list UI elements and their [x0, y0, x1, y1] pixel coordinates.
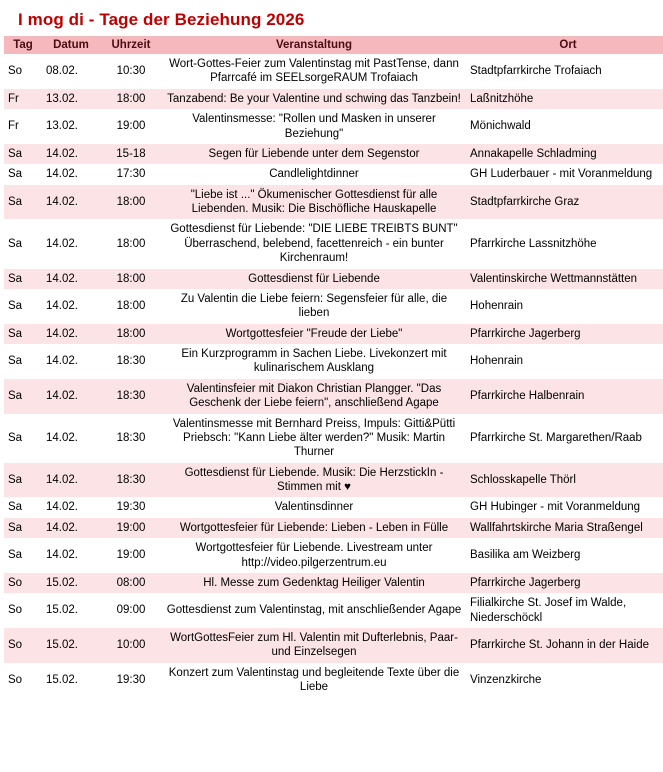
table-row [4, 463, 663, 498]
cell-datum: 13.02. [42, 89, 100, 109]
cell-ort: Pfarrkirche Lassnitzhöhe [466, 219, 663, 268]
cell-ort: Stadtpfarrkirche Graz [466, 185, 663, 220]
cell-ort: GH Hubinger - mit Voranmeldung [466, 497, 663, 517]
cell-ort: Laßnitzhöhe [466, 89, 663, 109]
cell-uhrzeit: 18:00 [100, 324, 162, 344]
cell-ort: Pfarrkirche Halbenrain [466, 379, 663, 414]
cell-veranstaltung: Valentinsmesse mit Bernhard Preiss, Impuls: Gitti&Pütti Priebsch: "Kann Liebe älter werden?" Musik: Martin Thurner [162, 414, 466, 463]
cell-ort: Vinzenzkirche [466, 663, 663, 698]
cell-ort: Pfarrkirche Jagerberg [466, 324, 663, 344]
cell-tag: So [4, 573, 42, 593]
cell-datum: 15.02. [42, 573, 100, 593]
table-row [4, 538, 663, 573]
cell-tag: Sa [4, 269, 42, 289]
cell-ort: Mönichwald [466, 109, 663, 144]
cell-tag: So [4, 628, 42, 663]
cell-tag: Sa [4, 344, 42, 379]
cell-veranstaltung: Gottesdienst für Liebende. Musik: Die HerzstickIn - Stimmen mit ♥ [162, 463, 466, 498]
cell-veranstaltung: Konzert zum Valentinstag und begleitende Texte über die Liebe [162, 663, 466, 698]
cell-datum: 14.02. [42, 497, 100, 517]
cell-tag: Sa [4, 324, 42, 344]
table-row [4, 185, 663, 220]
table-header [4, 36, 663, 54]
cell-uhrzeit: 18:30 [100, 414, 162, 463]
cell-ort: Pfarrkirche St. Johann in der Haide [466, 628, 663, 663]
cell-datum: 14.02. [42, 379, 100, 414]
cell-uhrzeit: 08:00 [100, 573, 162, 593]
cell-ort: Stadtpfarrkirche Trofaiach [466, 54, 663, 89]
cell-veranstaltung: Hl. Messe zum Gedenktag Heiliger Valentin [162, 573, 466, 593]
cell-veranstaltung: Valentinsfeier mit Diakon Christian Plangger. "Das Geschenk der Liebe feiern", anschließend Agape [162, 379, 466, 414]
cell-datum: 14.02. [42, 185, 100, 220]
page-title: I mog di - Tage der Beziehung 2026 [18, 10, 305, 29]
cell-uhrzeit: 18:30 [100, 344, 162, 379]
cell-ort: GH Luderbauer - mit Voranmeldung [466, 164, 663, 184]
cell-uhrzeit: 17:30 [100, 164, 162, 184]
cell-uhrzeit: 19:30 [100, 663, 162, 698]
cell-datum: 14.02. [42, 538, 100, 573]
table-row [4, 219, 663, 268]
cell-uhrzeit: 18:00 [100, 185, 162, 220]
cell-veranstaltung: "Liebe ist ..." Ökumenischer Gottesdienst für alle Liebenden. Musik: Die Bischöfliche Hauskapelle [162, 185, 466, 220]
cell-veranstaltung: Gottesdienst für Liebende: "DIE LIEBE TREIBTS BUNT" Überraschend, belebend, facettenreich - ein bunter Kirchenraum! [162, 219, 466, 268]
cell-tag: So [4, 593, 42, 628]
cell-ort: Hohenrain [466, 344, 663, 379]
cell-veranstaltung: Gottesdienst zum Valentinstag, mit anschließender Agape [162, 593, 466, 628]
cell-datum: 14.02. [42, 324, 100, 344]
cell-uhrzeit: 18:00 [100, 269, 162, 289]
table-row [4, 414, 663, 463]
cell-ort: Valentinskirche Wettmannstätten [466, 269, 663, 289]
table-row [4, 518, 663, 538]
table-row [4, 663, 663, 698]
cell-tag: Sa [4, 518, 42, 538]
cell-tag: Fr [4, 109, 42, 144]
cell-datum: 14.02. [42, 269, 100, 289]
column-header-datum: Datum [42, 36, 100, 54]
table-row [4, 344, 663, 379]
cell-uhrzeit: 18:00 [100, 89, 162, 109]
cell-ort: Pfarrkirche St. Margarethen/Raab [466, 414, 663, 463]
schedule-table [4, 36, 663, 698]
cell-datum: 15.02. [42, 663, 100, 698]
cell-datum: 14.02. [42, 289, 100, 324]
table-body [4, 54, 663, 698]
cell-veranstaltung: Wortgottesfeier "Freude der Liebe" [162, 324, 466, 344]
cell-tag: Sa [4, 219, 42, 268]
table-row [4, 164, 663, 184]
cell-datum: 14.02. [42, 144, 100, 164]
cell-veranstaltung: Ein Kurzprogramm in Sachen Liebe. Livekonzert mit kulinarischem Ausklang [162, 344, 466, 379]
cell-tag: Sa [4, 144, 42, 164]
cell-ort: Annakapelle Schladming [466, 144, 663, 164]
cell-ort: Hohenrain [466, 289, 663, 324]
cell-veranstaltung: WortGottesFeier zum Hl. Valentin mit Dufterlebnis, Paar- und Einzelsegen [162, 628, 466, 663]
table-row [4, 324, 663, 344]
cell-ort: Pfarrkirche Jagerberg [466, 573, 663, 593]
table-row [4, 593, 663, 628]
cell-uhrzeit: 19:00 [100, 518, 162, 538]
cell-uhrzeit: 15-18 [100, 144, 162, 164]
cell-uhrzeit: 18:00 [100, 219, 162, 268]
cell-tag: Sa [4, 463, 42, 498]
column-header-ort: Ort [466, 36, 663, 54]
cell-tag: Sa [4, 185, 42, 220]
cell-uhrzeit: 19:00 [100, 538, 162, 573]
cell-ort: Filialkirche St. Josef im Walde, Niederschöckl [466, 593, 663, 628]
cell-datum: 15.02. [42, 628, 100, 663]
cell-veranstaltung: Wortgottesfeier für Liebende. Livestream unter http://video.pilgerzentrum.eu [162, 538, 466, 573]
cell-veranstaltung: Valentinsmesse: "Rollen und Masken in unserer Beziehung" [162, 109, 466, 144]
cell-datum: 14.02. [42, 414, 100, 463]
table-row [4, 144, 663, 164]
cell-uhrzeit: 18:30 [100, 379, 162, 414]
cell-veranstaltung: Valentinsdinner [162, 497, 466, 517]
cell-tag: Sa [4, 414, 42, 463]
cell-tag: Fr [4, 89, 42, 109]
cell-tag: Sa [4, 497, 42, 517]
column-header-uhrzeit: Uhrzeit [100, 36, 162, 54]
cell-tag: Sa [4, 379, 42, 414]
cell-datum: 14.02. [42, 518, 100, 538]
cell-datum: 14.02. [42, 219, 100, 268]
cell-tag: So [4, 663, 42, 698]
table-row [4, 379, 663, 414]
table-row [4, 573, 663, 593]
column-header-veranstaltung: Veranstaltung [162, 36, 466, 54]
cell-tag: So [4, 54, 42, 89]
table-row [4, 109, 663, 144]
cell-datum: 14.02. [42, 164, 100, 184]
table-row [4, 497, 663, 517]
cell-datum: 15.02. [42, 593, 100, 628]
cell-veranstaltung: Wortgottesfeier für Liebende: Lieben - Leben in Fülle [162, 518, 466, 538]
table-header-row [4, 36, 663, 54]
cell-uhrzeit: 18:00 [100, 289, 162, 324]
cell-datum: 14.02. [42, 344, 100, 379]
cell-datum: 14.02. [42, 463, 100, 498]
cell-datum: 13.02. [42, 109, 100, 144]
column-header-tag: Tag [4, 36, 42, 54]
cell-datum: 08.02. [42, 54, 100, 89]
cell-tag: Sa [4, 164, 42, 184]
cell-tag: Sa [4, 289, 42, 324]
cell-uhrzeit: 09:00 [100, 593, 162, 628]
table-row [4, 269, 663, 289]
cell-ort: Basilika am Weizberg [466, 538, 663, 573]
cell-ort: Schlosskapelle Thörl [466, 463, 663, 498]
table-row [4, 54, 663, 89]
table-row [4, 289, 663, 324]
cell-uhrzeit: 10:00 [100, 628, 162, 663]
cell-uhrzeit: 10:30 [100, 54, 162, 89]
cell-tag: Sa [4, 538, 42, 573]
cell-veranstaltung: Segen für Liebende unter dem Segenstor [162, 144, 466, 164]
cell-veranstaltung: Candlelightdinner [162, 164, 466, 184]
cell-veranstaltung: Zu Valentin die Liebe feiern: Segensfeier für alle, die lieben [162, 289, 466, 324]
cell-uhrzeit: 19:00 [100, 109, 162, 144]
cell-ort: Wallfahrtskirche Maria Straßengel [466, 518, 663, 538]
cell-veranstaltung: Tanzabend: Be your Valentine und schwing das Tanzbein! [162, 89, 466, 109]
cell-uhrzeit: 18:30 [100, 463, 162, 498]
cell-veranstaltung: Wort-Gottes-Feier zum Valentinstag mit PastTense, dann Pfarrcafé im SEELsorgeRAUM Trofaiach [162, 54, 466, 89]
table-row [4, 628, 663, 663]
table-row [4, 89, 663, 109]
cell-uhrzeit: 19:30 [100, 497, 162, 517]
cell-veranstaltung: Gottesdienst für Liebende [162, 269, 466, 289]
